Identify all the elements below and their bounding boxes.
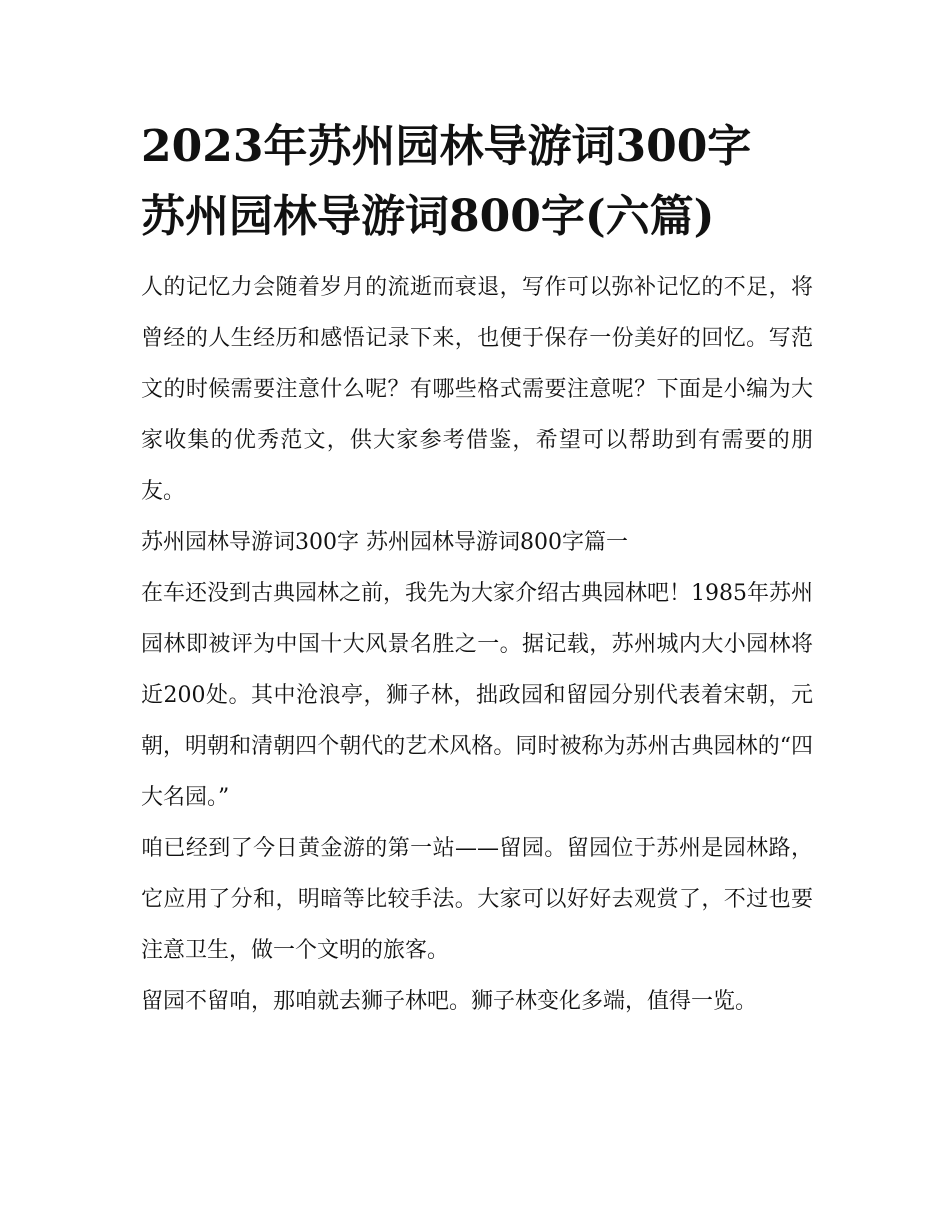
intro-paragraph: 人的记忆力会随着岁月的流逝而衰退，写作可以弥补记忆的不足，将曾经的人生经历和感悟记录下来，也便于保存一份美好的回忆。写范文的时候需要注意什么呢？有哪些格式需要注意呢？下面是小编为大家收集的优秀范文，供大家参考借鉴，希望可以帮助到有需要的朋友。 [141, 275, 813, 504]
document-page [141, 112, 813, 1027]
body-paragraph-1: 在车还没到古典园林之前，我先为大家介绍古典园林吧！1985年苏州园林即被评为中国十大风景名胜之一。据记载，苏州城内大小园林将近200处。其中沧浪亭，狮子林，拙政园和留园分别代表着宋朝，元朝，明朝和清朝四个朝代的艺术风格。同时被称为苏州古典园林的“四大名园。” [141, 581, 813, 810]
title-line-1: 2023年苏州园林导游词300字 [141, 121, 752, 172]
section-heading: 苏州园林导游词300字 苏州园林导游词800字篇一 [141, 530, 628, 555]
document-title [141, 112, 813, 252]
document-body [141, 262, 813, 1027]
body-paragraph-3: 留园不留咱，那咱就去狮子林吧。狮子林变化多端，值得一览。 [141, 989, 758, 1014]
title-line-2: 苏州园林导游词800字(六篇) [141, 191, 715, 242]
body-paragraph-2: 咱已经到了今日黄金游的第一站——留园。留园位于苏州是园林路，它应用了分和，明暗等比较手法。大家可以好好去观赏了，不过也要注意卫生，做一个文明的旅客。 [141, 836, 813, 963]
